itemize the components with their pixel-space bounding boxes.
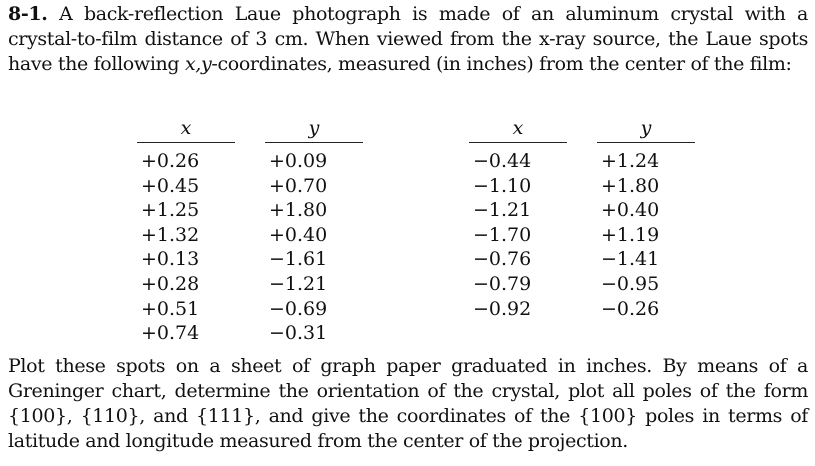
table-cell: −0.92 [473, 297, 532, 320]
left-x-header: x [180, 117, 192, 139]
right-x-cells [469, 149, 567, 321]
left-x-cells [137, 149, 235, 346]
table-cell: +0.74 [141, 322, 200, 345]
table-cell: +1.24 [601, 150, 660, 172]
instructions-paragraph: Plot these spots on a sheet of graph paper graduated in inches. By means of a Greninger chart, determine the orientation of the crystal, plot all poles of the form {100}, {110}, and {111}, and give the coordinates of the {100} poles in terms of latitude and longitude measured from the center of the projection. [8, 355, 808, 452]
table-cell: −1.21 [473, 199, 532, 222]
table-cell: +0.13 [141, 248, 200, 271]
table-cell: −0.44 [473, 150, 532, 172]
right-x-rule [469, 142, 567, 143]
table-cell: +0.26 [141, 150, 200, 172]
left-x-rule [137, 142, 235, 143]
table-cell: −0.69 [269, 297, 328, 320]
table-cell: −1.10 [473, 174, 532, 197]
table-cell: −0.31 [269, 322, 328, 345]
right-y-cells [597, 149, 695, 321]
table-cell: −1.70 [473, 223, 532, 246]
table-cell: −0.79 [473, 272, 532, 295]
table-cell: −0.26 [601, 297, 660, 320]
table-cell: −0.76 [473, 248, 532, 271]
table-cell: +0.28 [141, 272, 200, 295]
right-x-column [469, 116, 567, 321]
table-cell: +0.51 [141, 297, 200, 320]
table-cell: +1.80 [269, 199, 328, 222]
table-cell: +0.09 [269, 150, 328, 172]
table-cell: −1.41 [601, 248, 660, 271]
laue-spots-table [0, 116, 815, 351]
left-y-column [265, 116, 363, 346]
table-cell: −1.61 [269, 248, 328, 271]
right-x-header: x [512, 117, 524, 139]
table-cell: −0.95 [601, 272, 660, 295]
table-cell: +0.40 [601, 199, 660, 222]
problem-statement [8, 2, 808, 77]
table-cell: +0.40 [269, 223, 328, 246]
left-x-column [137, 116, 235, 346]
table-cell: −1.21 [269, 272, 328, 295]
problem-number: 8-1. [8, 3, 48, 25]
table-cell: +1.80 [601, 174, 660, 197]
left-y-header: y [308, 117, 320, 139]
left-y-rule [265, 142, 363, 143]
left-y-cells [265, 149, 363, 346]
right-y-header: y [640, 117, 652, 139]
problem-intro-a: A back-reflection Laue photograph is made of an aluminum crystal with a crystal-to-film distance of 3 cm. When viewed from the x-ray source, the Laue spots have the following [8, 3, 808, 75]
table-cell: +1.25 [141, 199, 200, 222]
table-cell: +0.45 [141, 174, 200, 197]
table-cell: +1.32 [141, 223, 200, 246]
right-y-column [597, 116, 695, 321]
table-cell: +0.70 [269, 174, 328, 197]
problem-intro-b: -coordinates, measured (in inches) from the center of the film: [211, 53, 792, 75]
right-y-rule [597, 142, 695, 143]
table-cell: +1.19 [601, 223, 660, 246]
coords-label: x,y [184, 53, 212, 75]
